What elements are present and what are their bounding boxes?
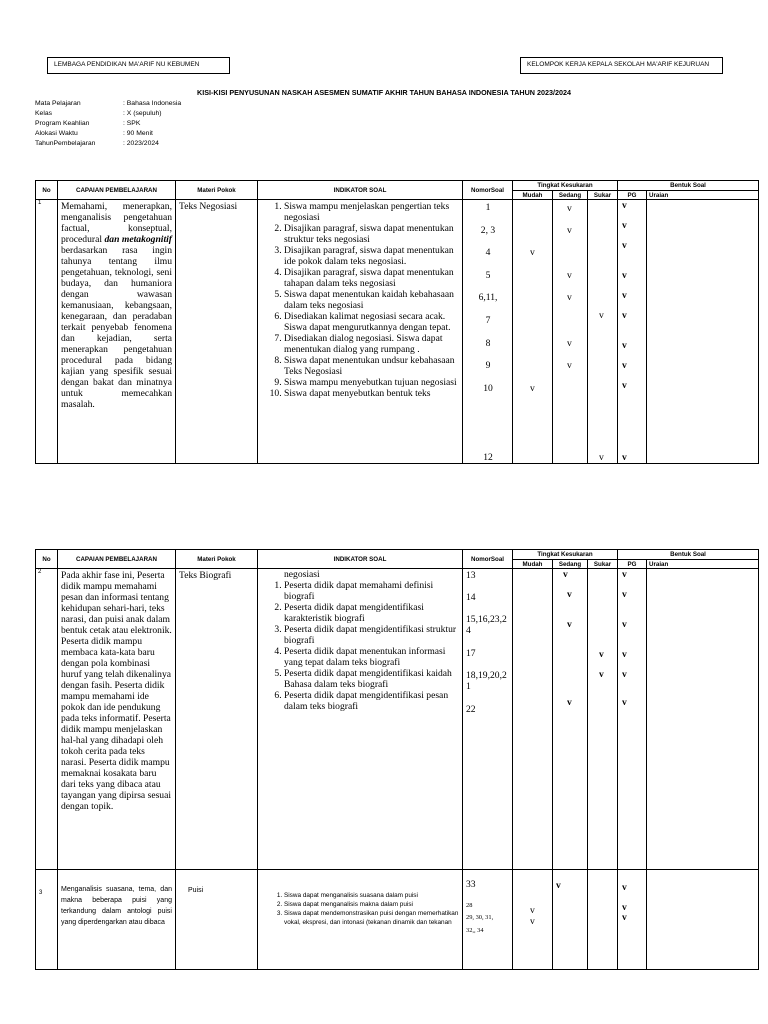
meta-label: Program Keahlian — [35, 120, 90, 127]
col-capaian: CAPAIAN PEMBELAJARAN — [58, 181, 176, 200]
list-item: 9. Siswa mampu menyebutkan tujuan negosiasi — [284, 377, 460, 388]
check-mark: v — [567, 225, 572, 236]
capaian-cell: Menganalisis suasana, tema, dan makna beberapa puisi yang terkandung dalam antologi puisi yang diperdengarkan atau dibaca — [58, 870, 176, 970]
list-item: 8. Siswa dapat menentukan undsur kebahasaan Teks Negosiasi — [284, 355, 460, 377]
nomor-value: 32,, 34 — [466, 927, 484, 934]
nomor-value: 8 — [485, 338, 491, 349]
nomor-value: 15,16,23,2 4 — [466, 614, 507, 636]
col-indikator: INDIKATOR SOAL — [258, 550, 463, 569]
nomor-value: 4 — [485, 247, 491, 258]
institution-box-left — [47, 57, 230, 74]
list-item: 2. Peserta didik dapat mengidentifikasi karakteristik biografi — [284, 602, 460, 624]
nomor-value: 7 — [485, 315, 491, 326]
col-nomor: NomorSoal — [463, 550, 513, 569]
list-item: 1. Siswa mampu menjelaskan pengertian teks negosiasi — [284, 201, 460, 223]
nomor-value: 13 — [466, 570, 476, 581]
check-mark: v — [567, 338, 572, 349]
list-item: 6. Disediakan kalimat negosiasi secara acak. Siswa dapat mengurutkannya dengan tepat. — [284, 311, 460, 333]
nomor-value: 5 — [485, 270, 491, 281]
check-mark: v — [622, 589, 627, 600]
list-item: 3. Disajikan paragraf, siswa dapat menentukan ide pokok dalam teks negosiasi. — [284, 245, 460, 267]
check-mark: v — [622, 310, 627, 321]
check-mark: v — [530, 247, 535, 258]
uraian-cell — [647, 569, 759, 870]
nomor-value: 29, 30, 31, — [466, 914, 494, 921]
pg-cell — [618, 870, 647, 970]
check-mark: v — [622, 360, 627, 371]
col-materi: Materi Pokok — [176, 181, 258, 200]
sedang-cell — [553, 870, 588, 970]
capaian-cell: Pada akhir fase ini, Peserta didik mampu memahami pesan dan informasi tentang kehidupan sehari-hari, teks narasi, dan puisi anak dalam bentuk cetak atau elektronik. Peserta didik mampu membaca kata-kata baru dengan pola kombinasi huruf yang telah dikenalinya dengan fasih. Peserta didik mampu memahami ide pokok dan ide pendukung pada teks informatif. Peserta didik mampu menjelaskan hal-hal yang dihadapi oleh tokoh cerita pada teks narasi. Peserta didik mampu memaknai kosakata baru dari teks yang dibaca atau tayangan yang dipirsa sesuai dengan topik. — [58, 569, 176, 870]
row-number: 3 — [39, 890, 43, 896]
meta-label: Kelas — [35, 110, 53, 117]
check-mark: v — [567, 697, 572, 708]
meta-label: Alokasi Waktu — [35, 130, 78, 137]
nomor-value: 10 — [483, 383, 493, 394]
nomor-value: 14 — [466, 592, 476, 603]
nomor-cell — [463, 200, 513, 464]
check-mark: v — [622, 380, 627, 391]
col-uraian: Uraian — [647, 191, 759, 200]
check-mark: v — [622, 452, 627, 463]
col-sedang: Sedang — [553, 560, 588, 569]
table-row — [36, 870, 759, 970]
col-sukar: Sukar — [588, 191, 618, 200]
check-mark: v — [599, 669, 604, 680]
meta-value: : SPK — [123, 120, 141, 127]
col-sukar: Sukar — [588, 560, 618, 569]
materi-cell: Puisi — [176, 870, 258, 970]
institution-box-right — [520, 57, 723, 74]
indikator-intro: negosiasi — [284, 569, 320, 580]
indikator-list — [268, 891, 460, 927]
col-tingkat: Tingkat Kesukaran — [513, 550, 618, 560]
check-mark: v — [599, 310, 604, 321]
col-capaian: CAPAIAN PEMBELAJARAN — [58, 550, 176, 569]
nomor-value: 2, 3 — [480, 225, 496, 236]
col-bentuk: Bentuk Soal — [618, 181, 759, 191]
indikator-cell — [258, 870, 463, 970]
check-mark: v — [622, 882, 627, 893]
list-item: 2. Siswa dapat menganalisis makna dalam puisi — [284, 900, 460, 909]
check-mark: v — [563, 569, 568, 580]
list-item: 4. Disajikan paragraf, siswa dapat menentukan tahapan dalam teks negosiasi — [284, 267, 460, 289]
row-number-cell — [36, 870, 58, 970]
check-mark: v — [622, 240, 627, 251]
col-sedang: Sedang — [553, 191, 588, 200]
row-number: 2 — [36, 569, 58, 870]
mudah-cell — [513, 569, 553, 870]
meta-value: : Bahasa Indonesia — [123, 100, 182, 107]
list-item: 1. Peserta didik dapat memahami definisi biografi — [284, 580, 460, 602]
list-item: 3. Peserta didik dapat mengidentifikasi struktur biografi — [284, 624, 460, 646]
sukar-cell — [588, 569, 618, 870]
indikator-cell — [258, 569, 463, 870]
col-no: No — [36, 181, 58, 200]
col-nomor: NomorSoal — [463, 181, 513, 200]
check-mark: v — [622, 220, 627, 231]
check-mark: v — [567, 203, 572, 214]
sedang-cell — [553, 569, 588, 870]
capaian-cell — [58, 200, 176, 464]
sedang-cell — [553, 200, 588, 464]
mudah-cell — [513, 200, 553, 464]
list-item: 7. Disediakan dialog negosiasi. Siswa dapat menentukan dialog yang rumpang . — [284, 333, 460, 355]
list-item: 6. Peserta didik dapat mengidentifikasi pesan dalam teks biografi — [284, 690, 460, 712]
indikator-cell — [258, 200, 463, 464]
list-item: 4. Peserta didik dapat menentukan informasi yang tepat dalam teks biografi — [284, 646, 460, 668]
nomor-cell — [463, 870, 513, 970]
col-tingkat: Tingkat Kesukaran — [513, 181, 618, 191]
grid-table-1 — [35, 180, 759, 464]
nomor-value: 6,11, — [478, 292, 498, 303]
check-mark: v — [622, 569, 627, 580]
list-item: 5. Peserta didik dapat mengidentifikasi kaidah Bahasa dalam teks biografi — [284, 668, 460, 690]
col-mudah: Mudah — [513, 560, 553, 569]
meta-info — [35, 99, 181, 149]
sukar-cell — [588, 200, 618, 464]
materi-cell: Teks Biografi — [176, 569, 258, 870]
row-number: 1 — [36, 200, 58, 464]
check-mark: v — [530, 905, 535, 916]
pg-cell — [618, 569, 647, 870]
table-row — [36, 569, 759, 870]
nomor-value: 22 — [466, 704, 476, 715]
list-item: 1. Siswa dapat menganalisis suasana dalam puisi — [284, 891, 460, 900]
check-mark: v — [622, 697, 627, 708]
col-pg: PG — [618, 191, 647, 200]
check-mark: v — [567, 619, 572, 630]
meta-value: : 2023/2024 — [123, 140, 159, 147]
check-mark: v — [622, 290, 627, 301]
meta-value: : X (sepuluh) — [123, 110, 162, 117]
nomor-value: 12 — [483, 452, 493, 463]
check-mark: v — [622, 619, 627, 630]
col-bentuk: Bentuk Soal — [618, 550, 759, 560]
check-mark: v — [622, 340, 627, 351]
sukar-cell — [588, 870, 618, 970]
col-mudah: Mudah — [513, 191, 553, 200]
document-title: KISI-KISI PENYUSUNAN NASKAH ASESMEN SUMATIF AKHIR TAHUN BAHASA INDONESIA TAHUN 2023/2024 — [197, 88, 571, 97]
capaian-text: Memahami, menerapkan, menganalisis pengetahuan factual, konseptual, procedural — [61, 201, 172, 245]
nomor-value: 18,19,20,2 1 — [466, 670, 507, 692]
uraian-cell — [647, 870, 759, 970]
col-pg: PG — [618, 560, 647, 569]
check-mark: v — [530, 916, 535, 927]
check-mark: v — [622, 270, 627, 281]
meta-label: TahunPembelajaran — [35, 140, 96, 147]
capaian-text-cont: berdasarkan rasa ingin tahunya tentang ilmu pengetahuan, teknologi, seni budaya, dan humaniora dengan wawasan kemanusiaan, kebangsaan, kenegaraan, dan peradaban terkait penyebab fenomena dan kejadian, serta menerapkan pengetahuan procedural pada bidang kajian yang spesifik sesuai dengan bakat dan minatnya untuk memecahkan masalah. — [61, 245, 172, 410]
uraian-cell — [647, 200, 759, 464]
nomor-value: 33 — [466, 879, 476, 890]
col-indikator: INDIKATOR SOAL — [258, 181, 463, 200]
check-mark: v — [567, 589, 572, 600]
list-item: 10. Siswa dapat menyebutkan bentuk teks — [284, 388, 460, 399]
materi-cell: Teks Negosiasi — [176, 200, 258, 464]
check-mark: v — [599, 649, 604, 660]
check-mark: v — [622, 902, 627, 913]
list-item: 2. Disajikan paragraf, siswa dapat menentukan struktur teks negosiasi — [284, 223, 460, 245]
meta-value: : 90 Menit — [123, 130, 153, 137]
meta-row — [35, 129, 181, 139]
check-mark: v — [567, 360, 572, 371]
pg-cell — [618, 200, 647, 464]
indikator-list — [268, 580, 460, 712]
nomor-cell — [463, 569, 513, 870]
indikator-list — [268, 201, 460, 399]
nomor-value: 1 — [485, 202, 491, 213]
meta-label: Mata Pelajaran — [35, 100, 81, 107]
check-mark: v — [567, 292, 572, 303]
meta-row — [35, 99, 181, 109]
col-uraian: Uraian — [647, 560, 759, 569]
meta-row — [35, 109, 181, 119]
list-item: 3. Siswa dapat mendemonstrasikan puisi dengan memerhatikan vokal, ekspresi, dan intonasi (tekanan dinamik dan tekanan — [284, 909, 460, 927]
nomor-value: 9 — [485, 360, 491, 371]
check-mark: v — [622, 649, 627, 660]
table-row — [36, 200, 759, 464]
check-mark: v — [622, 912, 627, 923]
grid-table-2 — [35, 549, 759, 970]
check-mark: v — [556, 880, 561, 891]
col-no: No — [36, 550, 58, 569]
institution-left-label: LEMBAGA PENDIDIKAN MA'ARIF NU KEBUMEN — [54, 61, 200, 68]
nomor-value: 17 — [466, 648, 476, 659]
check-mark: v — [622, 200, 627, 211]
meta-row — [35, 119, 181, 129]
meta-row — [35, 139, 181, 149]
mudah-cell — [513, 870, 553, 970]
nomor-value: 28 — [466, 902, 473, 909]
institution-right-label: KELOMPOK KERJA KEPALA SEKOLAH MA'ARIF KEJURUAN — [527, 61, 710, 68]
check-mark: v — [530, 383, 535, 394]
list-item: 5. Siswa dapat menentukan kaidah kebahasaan dalam teks negosiasi — [284, 289, 460, 311]
check-mark: v — [622, 669, 627, 680]
check-mark: v — [599, 452, 604, 463]
check-mark: v — [567, 270, 572, 281]
capaian-emphasis: dan metakognitif — [104, 234, 172, 245]
col-materi: Materi Pokok — [176, 550, 258, 569]
